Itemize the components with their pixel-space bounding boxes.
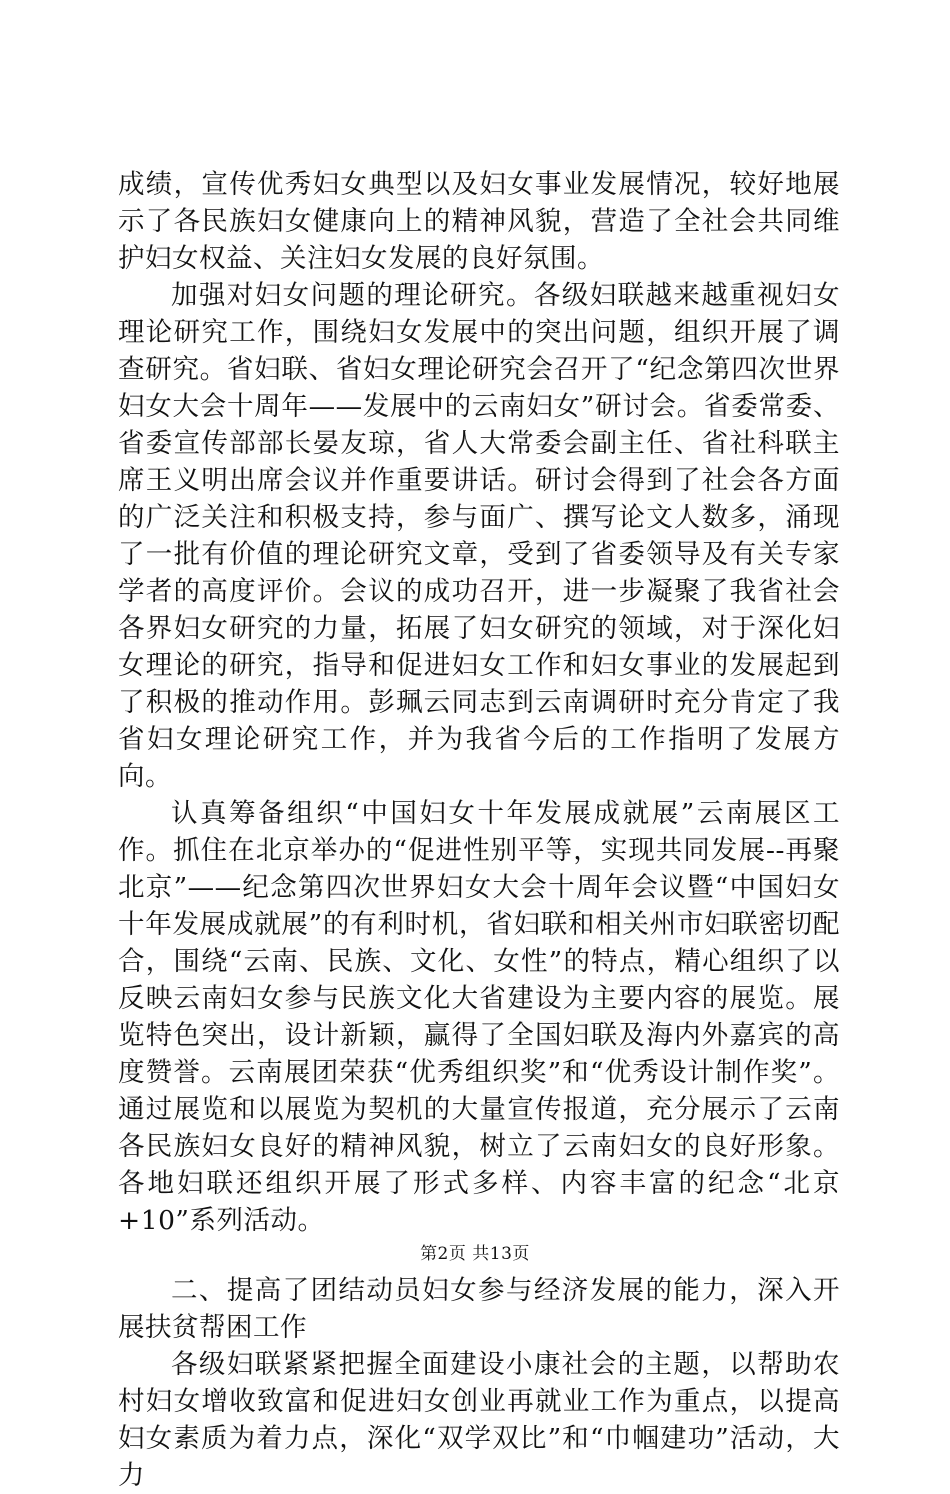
document-body xyxy=(118,166,840,1494)
paragraph-continued: 成绩，宣传优秀妇女典型以及妇女事业发展情况，较好地展示了各民族妇女健康向上的精神风貌，营造了全社会共同维护妇女权益、关注妇女发展的良好氛围。 xyxy=(118,169,840,274)
page-footer xyxy=(0,1243,950,1265)
paragraph-exhibition: 认真筹备组织“中国妇女十年发展成就展”云南展区工作。抓住在北京举办的“促进性别平等，实现共同发展--再聚北京”——纪念第四次世界妇女大会十周年会议暨“中国妇女十年发展成就展”的有利时机，省妇联和相关州市妇联密切配合，围绕“云南、民族、文化、女性”的特点，精心组织了以反映云南妇女参与民族文化大省建设为主要内容的展览。展览特色突出，设计新颖，赢得了全国妇联及海内外嘉宾的高度赞誉。云南展团荣获“优秀组织奖”和“优秀设计制作奖”。通过展览和以展览为契机的大量宣传报道，充分展示了云南各民族妇女良好的精神风貌，树立了云南妇女的良好形象。各地妇联还组织开展了形式多样、内容丰富的纪念“北京+10”系列活动。 xyxy=(118,798,840,1236)
paragraph-economic: 各级妇联紧紧把握全面建设小康社会的主题，以帮助农村妇女增收致富和促进妇女创业再就业工作为重点，以提高妇女素质为着力点，深化“双学双比”和“巾帼建功”活动，大力 xyxy=(118,1349,840,1491)
paragraph-theory-research: 加强对妇女问题的理论研究。各级妇联越来越重视妇女理论研究工作，围绕妇女发展中的突出问题，组织开展了调查研究。省妇联、省妇女理论研究会召开了“纪念第四次世界妇女大会十周年——发展中的云南妇女”研讨会。省委常委、省委宣传部部长晏友琼，省人大常委会副主任、省社科联主席王义明出席会议并作重要讲话。研讨会得到了社会各方面的广泛关注和积极支持，参与面广、撰写论文人数多，涌现了一批有价值的理论研究文章，受到了省委领导及有关专家学者的高度评价。会议的成功召开，进一步凝聚了我省社会各界妇女研究的力量，拓展了妇女研究的领域，对于深化妇女理论的研究，指导和促进妇女工作和妇女事业的发展起到了积极的推动作用。彭珮云同志到云南调研时充分肯定了我省妇女理论研究工作，并为我省今后的工作指明了发展方向。 xyxy=(118,280,840,792)
section-heading: 二、提高了团结动员妇女参与经济发展的能力，深入开展扶贫帮困工作 xyxy=(118,1275,840,1343)
page-number: 第2页 共13页 xyxy=(420,1244,530,1264)
